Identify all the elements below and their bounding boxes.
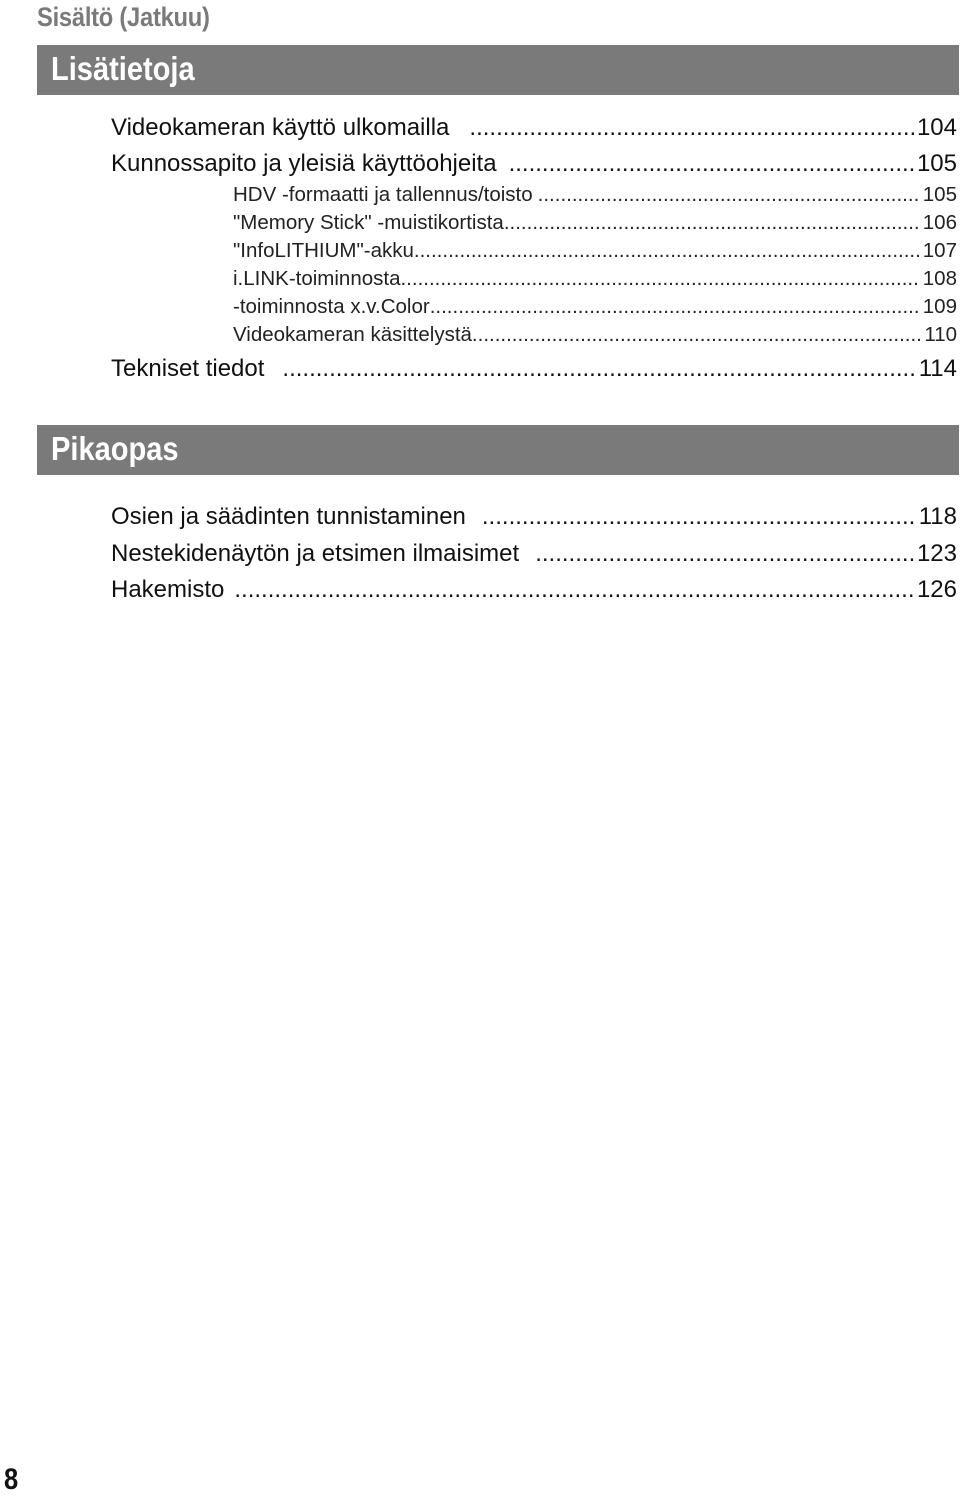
toc-leader-dots <box>535 536 914 572</box>
toc-entry[interactable] <box>111 536 957 572</box>
toc-entry-page: 110 <box>924 323 957 346</box>
toc-leader-dots <box>282 351 915 387</box>
toc-leader-dots <box>504 209 920 237</box>
toc-entry-page: 109 <box>922 295 957 318</box>
toc-entry[interactable] <box>111 351 957 387</box>
toc-entry-page: 104 <box>916 114 957 141</box>
toc-entry-page: 107 <box>922 239 957 262</box>
section-title: Lisätietoja <box>51 50 195 87</box>
toc-entry-text: Kunnossapito ja yleisiä käyttöohjeita <box>111 150 497 177</box>
toc-entry-page: 105 <box>916 150 957 177</box>
toc-entry[interactable] <box>233 181 957 209</box>
section-bar-pikaopas <box>37 425 959 475</box>
toc-leader-dots <box>472 321 921 349</box>
toc-entry-text: "Memory Stick" -muistikortista <box>233 211 504 234</box>
toc-entry-text: -toiminnosta x.v.Color <box>233 295 430 318</box>
toc-entry-text: Videokameran käyttö ulkomailla <box>111 114 450 141</box>
toc-entry-text: Tekniset tiedot <box>111 355 265 382</box>
toc-leader-dots <box>482 499 916 535</box>
toc-entry-text: "InfoLITHIUM"-akku <box>233 239 414 262</box>
toc-entry-page: 123 <box>916 540 957 567</box>
toc-entry-page: 108 <box>922 267 957 290</box>
toc-leader-dots <box>469 110 914 146</box>
toc-entry-text: HDV -formaatti ja tallennus/toisto <box>233 183 533 206</box>
toc-entry-text: i.LINK-toiminnosta <box>233 267 401 290</box>
toc-leader-dots <box>538 181 920 209</box>
toc-entry[interactable] <box>233 321 957 349</box>
toc-entry-page: 105 <box>922 183 957 206</box>
toc-entry[interactable] <box>233 265 957 293</box>
page-heading: Sisältö (Jatkuu) <box>37 2 210 32</box>
toc-leader-dots <box>400 265 919 293</box>
toc-leader-dots <box>234 572 914 608</box>
toc-entry[interactable] <box>233 237 957 265</box>
page-number: 8 <box>4 1463 19 1496</box>
toc-entry-page: 106 <box>922 211 957 234</box>
toc-entry-text: Osien ja säädinten tunnistaminen <box>111 503 466 530</box>
section-bar-lisatietoja <box>37 45 959 95</box>
toc-entry[interactable] <box>111 572 957 608</box>
toc-leader-dots <box>430 293 920 321</box>
toc-entry-page: 118 <box>918 503 957 530</box>
toc-entry-text: Hakemisto <box>111 576 225 603</box>
section-title: Pikaopas <box>51 430 179 467</box>
toc-entry-text: Nestekidenäytön ja etsimen ilmaisimet <box>111 540 520 567</box>
toc-entry[interactable] <box>233 293 957 321</box>
toc-leader-dots <box>509 146 914 182</box>
toc-entry[interactable] <box>111 110 957 146</box>
toc-entry-text: Videokameran käsittelystä <box>233 323 472 346</box>
toc-entry-page: 126 <box>916 576 957 603</box>
toc-entry[interactable] <box>233 209 957 237</box>
toc-entry[interactable] <box>111 499 957 535</box>
toc-entry-page: 114 <box>918 355 957 382</box>
toc-entry[interactable] <box>111 146 957 182</box>
toc-leader-dots <box>414 237 920 265</box>
